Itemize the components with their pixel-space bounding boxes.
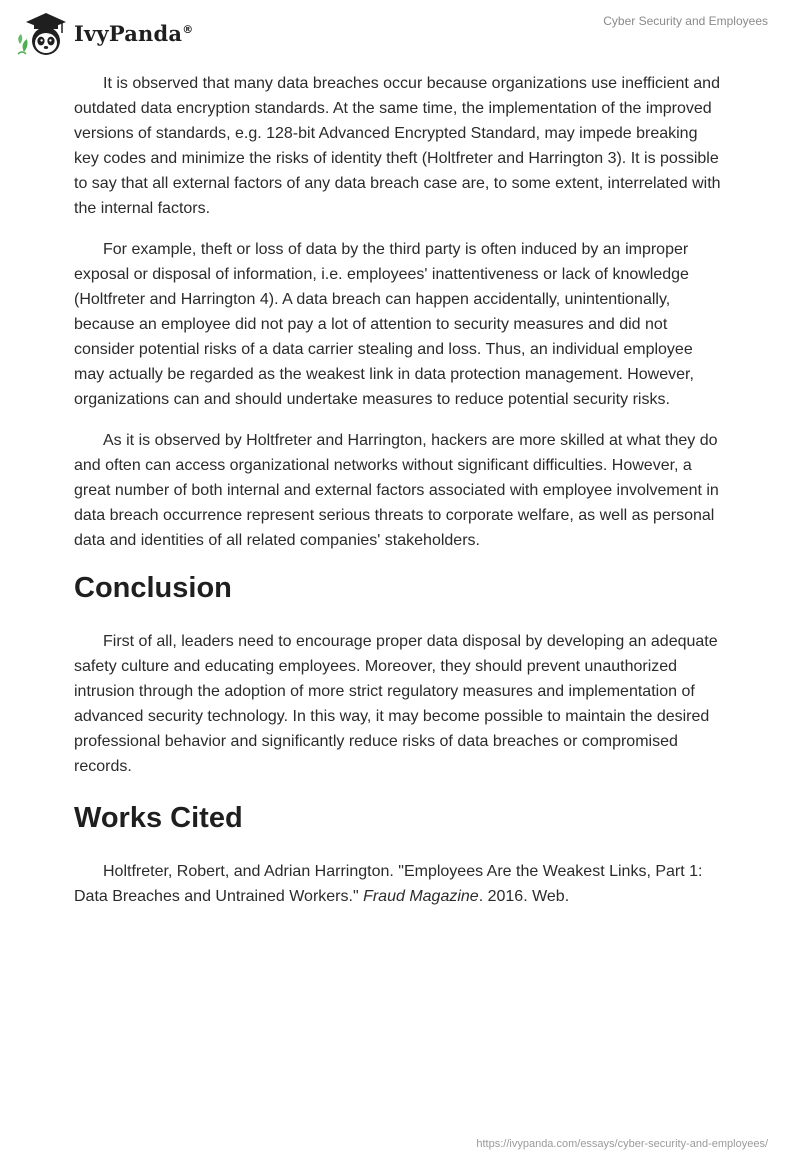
ivypanda-logo[interactable] — [14, 8, 193, 58]
source-url[interactable]: https://ivypanda.com/essays/cyber-security-and-employees/ — [476, 1138, 768, 1150]
registered-mark: ® — [182, 22, 194, 36]
essay-body — [74, 71, 726, 925]
works-cited-heading: Works Cited — [74, 802, 243, 834]
conclusion-heading: Conclusion — [74, 572, 232, 604]
citation-details: . 2016. Web. — [478, 888, 570, 905]
page-header — [0, 0, 800, 62]
paragraph-hackers: As it is observed by Holtfreter and Harrington, hackers are more skilled at what they do and often can access organizational networks without significant difficulties. However, a great number of both internal and external factors associated with employee involvement in data breach occurrence represent serious threats to corporate welfare, as well as personal data and identities of all related companies' stakeholders. — [74, 432, 719, 549]
conclusion-paragraph: First of all, leaders need to encourage proper data disposal by developing an adequate safety culture and educating employees. Moreover, they should prevent unauthorized intrusion through the adoption of more strict regulatory measures and implementation of advanced security technology. In this way, it may become possible to maintain the desired professional behavior and significantly reduce risks of data breaches or compromised records. — [74, 633, 718, 775]
citation-journal: Fraud Magazine — [363, 888, 479, 905]
citation-authors-title: Holtfreter, Robert, and Adrian Harrington. "Employees Are the Weakest Links, Part 1: Data Breaches and Untrained Workers." — [74, 863, 703, 905]
running-title: Cyber Security and Employees — [603, 14, 768, 28]
paragraph-encryption: It is observed that many data breaches occur because organizations use inefficient and outdated data encryption standards. At the same time, the implementation of the improved versions of standards, e.g. 128-bit Advanced Encrypted Standard, may impede breaking key codes and minimize the risks of identity theft (Holtfreter and Harrington 3). It is possible to say that all external factors of any data breach case are, to some extent, interrelated with the internal factors. — [74, 75, 721, 217]
brand-name: IvyPanda® — [74, 20, 194, 46]
panda-graduate-icon — [14, 8, 72, 58]
paragraph-third-party: For example, theft or loss of data by the third party is often induced by an improper exposal or disposal of information, i.e. employees' inattentiveness or lack of knowledge (Holtfreter and Harrington 4). A data breach can happen accidentally, unintentionally, because an employee did not pay a lot of attention to security measures and did not consider potential risks of a data carrier stealing and loss. Thus, an individual employee may actually be regarded as the weakest link in data protection management. However, organizations can and should undertake measures to reduce potential security risks. — [74, 241, 694, 408]
citation-entry — [74, 859, 726, 909]
